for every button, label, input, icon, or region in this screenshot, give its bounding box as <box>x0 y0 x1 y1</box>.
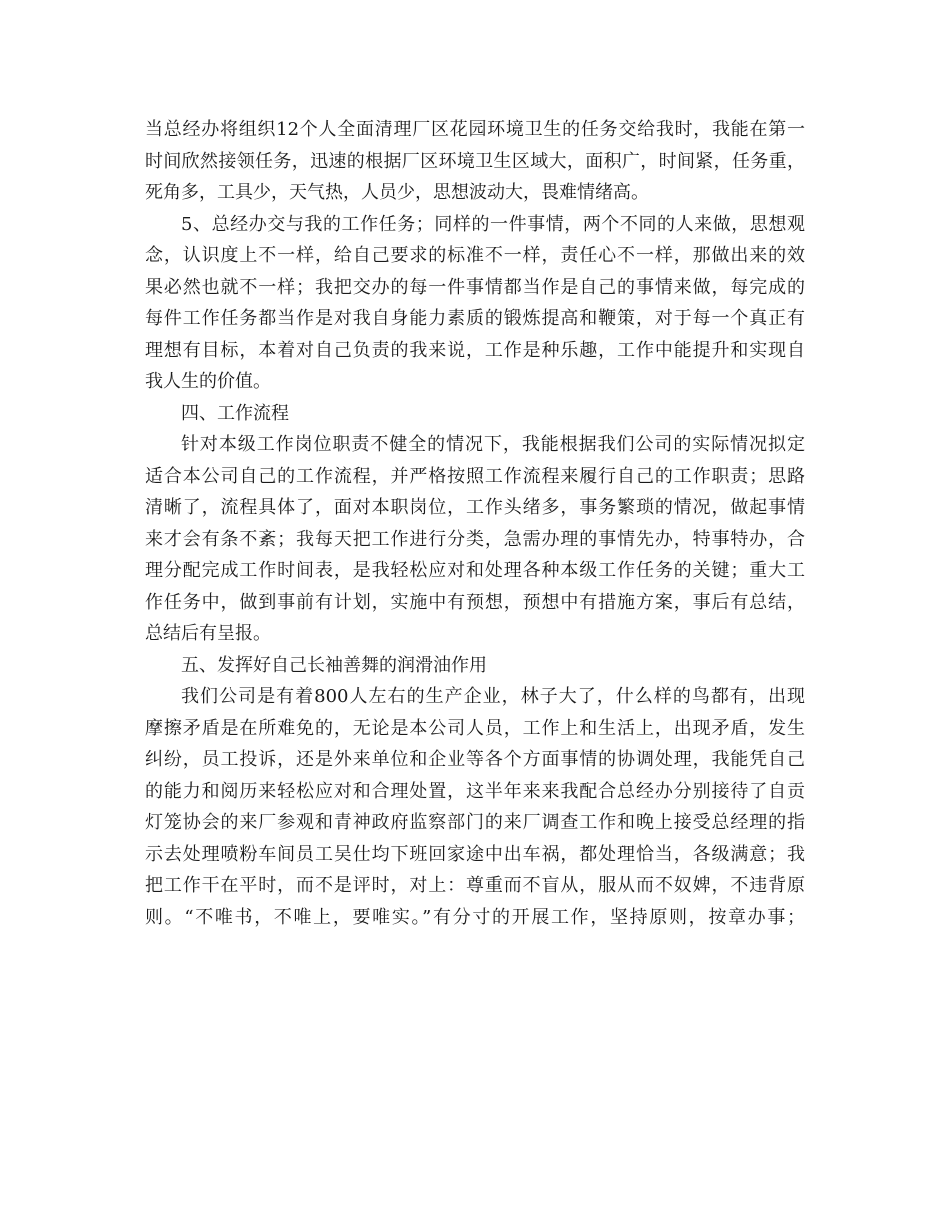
text-line: 我人生的价值。 <box>145 371 271 392</box>
text-line: 每件工作任务都当作是对我自身能力素质的锻炼提高和鞭策，对于每一个真正有 <box>145 308 805 329</box>
text-line: 适合本公司自己的工作流程，并严格按照工作流程来履行自己的工作职责；思路 <box>145 465 805 487</box>
text-line: 死角多，工具少，天气热，人员少，思想波动大，畏难情绪高。 <box>145 182 649 203</box>
text-line: 纠纷，员工投诉，还是外来单位和企业等各个方面事情的协调处理，我能凭自己 <box>145 749 805 770</box>
text-line: 清晰了，流程具体了，面对本职岗位，工作头绪多，事务繁琐的情况，做起事情 <box>145 497 805 518</box>
text-line: 四、工作流程 <box>181 402 289 424</box>
text-line: 理分配完成工作时间表，是我轻松应对和处理各种本级工作任务的关键；重大工 <box>145 560 805 581</box>
text-line: 则。“不唯书，不唯上，要唯实。”有分寸的开展工作，坚持原则，按章办事； <box>145 906 805 928</box>
text-line: 五、发挥好自己长袖善舞的润滑油作用 <box>181 654 487 676</box>
text-line: 作任务中，做到事前有计划，实施中有预想，预想中有措施方案，事后有总结， <box>145 591 805 613</box>
text-line: 针对本级工作岗位职责不健全的情况下，我能根据我们公司的实际情况拟定 <box>181 434 805 455</box>
paragraph <box>145 429 805 650</box>
text-line: 果必然也就不一样；我把交办的每一件事情都当作是自己的事情来做，每完成的 <box>145 276 805 298</box>
paragraph <box>145 681 805 933</box>
section-heading <box>145 398 805 430</box>
paragraph <box>145 209 805 398</box>
text-line: 示去处理喷粉车间员工吴仕均下班回家途中出车祸，都处理恰当，各级满意；我 <box>145 843 805 865</box>
text-line: 的能力和阅历来轻松应对和合理处置，这半年来来我配合总经办分别接待了自贡 <box>145 780 805 802</box>
text-line: 时间欣然接领任务，迅速的根据厂区环境卫生区域大，面积广，时间紧，任务重， <box>145 150 805 172</box>
text-line: 5、总经办交与我的工作任务；同样的一件事情，两个不同的人来做，思想观 <box>181 213 805 235</box>
text-line: 总结后有呈报。 <box>145 623 271 644</box>
text-line: 我们公司是有着800人左右的生产企业，林子大了，什么样的鸟都有，出现 <box>181 686 805 707</box>
document-body <box>145 114 805 933</box>
text-line: 理想有目标，本着对自己负责的我来说，工作是种乐趣，工作中能提升和实现自 <box>145 339 805 361</box>
text-line: 把工作干在平时，而不是评时，对上：尊重而不盲从，服从而不奴婢，不违背原 <box>145 875 805 896</box>
text-line: 摩擦矛盾是在所难免的，无论是本公司人员，工作上和生活上，出现矛盾，发生 <box>145 717 805 739</box>
text-line: 当总经办将组织12个人全面清理厂区花园环境卫生的任务交给我时，我能在第一 <box>145 119 805 140</box>
paragraph <box>145 114 805 209</box>
section-heading <box>145 650 805 682</box>
text-line: 念，认识度上不一样，给自己要求的标准不一样，责任心不一样，那做出来的效 <box>145 245 805 266</box>
text-line: 灯笼协会的来厂参观和青神政府监察部门的来厂调查工作和晚上接受总经理的指 <box>145 812 805 833</box>
text-line: 来才会有条不紊；我每天把工作进行分类，急需办理的事情先办，特事特办，合 <box>145 528 805 550</box>
